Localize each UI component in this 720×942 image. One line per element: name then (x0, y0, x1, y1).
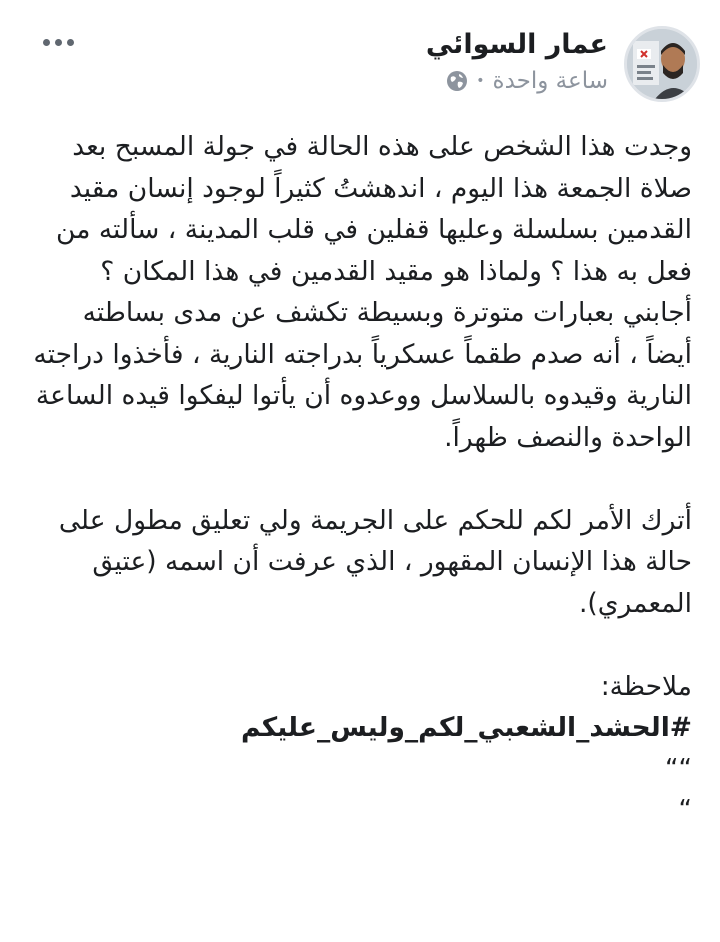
paragraph-gap (32, 624, 692, 666)
more-dot (67, 39, 74, 46)
quote-mark: ““ (665, 753, 692, 784)
post-meta (426, 66, 608, 96)
avatar[interactable] (624, 26, 700, 102)
post-header (24, 22, 700, 106)
more-options-icon[interactable] (36, 32, 74, 52)
globe-icon[interactable] (446, 70, 468, 92)
hashtag-link[interactable]: #الحشد_الشعبي_لكم_وليس_عليكم (241, 712, 692, 743)
author-name[interactable]: عمار السوائي (425, 29, 608, 60)
post-paragraph-2: أجابني بعبارات متوترة وبسيطة تكشف عن مدى بساطته أيضاً ، أنه صدم طقماً عسكرياً بدراجته النارية ، فأخذوا دراجته النارية وقيدوه بالسلاسل ووعدوه أن يأتوا ليفكوا قيده الساعة الواحدة والنصف ظهراً. (33, 297, 692, 453)
more-dot (55, 39, 62, 46)
meta-separator: • (476, 73, 485, 89)
paragraph-gap (32, 458, 692, 500)
post-paragraph-3: أترك الأمر لكم للحكم على الجريمة ولي تعليق مطول على حالة هذا الإنسان المقهور ، الذي عرفت أن اسمه (عتيق المعمري). (58, 504, 692, 619)
post-time[interactable]: ساعة واحدة (492, 68, 608, 94)
post-body (32, 126, 692, 831)
avatar-image (627, 29, 697, 99)
note-label: ملاحظة: (600, 670, 692, 702)
more-dot (43, 39, 50, 46)
quote-mark: “ (678, 794, 692, 825)
post-paragraph-1: وجدت هذا الشخص على هذه الحالة في جولة المسبح بعد صلاة الجمعة هذا اليوم ، اندهشتُ كثيراً لوجود إنسان مقيد القدمين بسلسلة وعليها قفلين في قلب المدينة ، سألته من فعل به هذا ؟ ولماذا هو مقيد القدمين في هذا المكان ؟ (56, 131, 692, 287)
author-block (426, 26, 608, 96)
